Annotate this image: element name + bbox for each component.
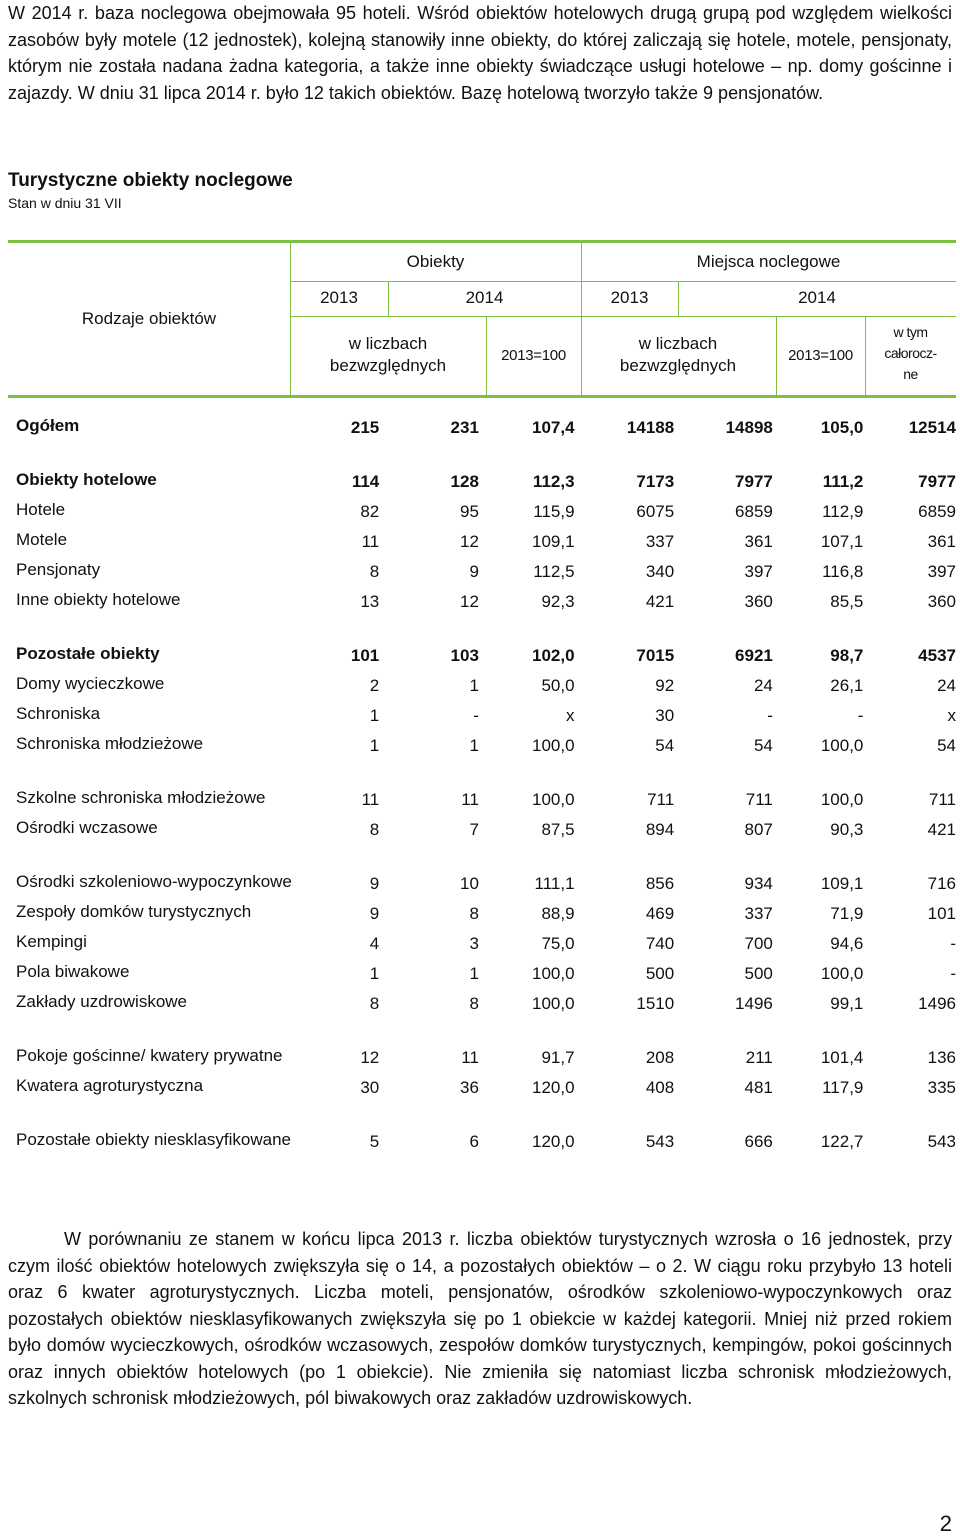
table-cell: 215 [350,418,380,437]
table-cell: 30 [360,1078,380,1097]
table-cell: 2 [369,676,380,695]
row-label: Motele [16,530,68,549]
table-cell: 12 [460,532,479,551]
table-cell: 7 [469,820,479,839]
header-rule [290,316,956,317]
table-cell: 105,0 [820,418,864,437]
table-cell: 101 [350,646,380,665]
header-top-rule [8,240,956,243]
table-row [8,462,956,492]
table-cell: 122,7 [820,1132,864,1151]
table-cell: 101,4 [820,1048,864,1067]
table-cell: 8 [369,994,380,1013]
table-cell: 408 [645,1078,675,1097]
table-cell: 500 [744,964,773,983]
table-cell: 360 [927,592,956,611]
table-cell: 700 [744,934,773,953]
table-row [8,666,956,696]
table-cell: 711 [647,790,675,809]
table-cell: - [950,934,956,953]
table-row [8,492,956,522]
table-cell: 128 [450,472,479,491]
table-cell: 397 [744,562,773,581]
table-cell: 6859 [735,502,773,521]
header-row-label: Rodzaje obiektów [81,309,217,328]
table-cell: 1 [469,736,479,755]
table-cell: 1 [369,964,380,983]
table-cell: 7173 [636,472,675,491]
closing-paragraph: W porównaniu ze stanem w końcu lipca 2013 r. liczba obiektów turystycznych wzrosła o 16 jednostek, przy czym ilość obiektów hotelowych zwiększyła się o 14, a pozostałych obiektów – o 2. W ciągu roku przybyło 13 hoteli oraz 6 kwater agroturystycznych. Liczba moteli, pensjonatów, ośrodków szkoleniowo-wypoczynkowych oraz pozostałych obiektów niesklasyfikowanych zwiększyła się po 1 obiekcie w każdej kategorii. Mniej niż przed rokiem było domów wycieczkowych, ośrodków wczasowych, zespołów domków turystycznych, kempingów, pokoi gościnnych oraz innych obiektów hotelowych (po 1 obiekcie). Nie zmieniła się natomiast liczba schronisk młodzieżowych, szkolnych schronisk młodzieżowych, pól biwakowych oraz zakładów uzdrowiskowych. [8,1229,952,1408]
table-cell: 100,0 [531,790,575,809]
table-cell: 101 [927,904,956,923]
row-label: Obiekty hotelowe [16,470,157,489]
row-spacer [8,612,956,636]
header-index-places: 2013=100 [788,347,853,364]
table-cell: 82 [360,502,380,521]
header-group-objects: Obiekty [406,252,465,271]
table-cell: 103 [450,646,479,665]
table-cell: 24 [753,676,773,695]
table-cell: 54 [753,736,773,755]
table-row [8,726,956,756]
table-row [8,552,956,582]
table-row [8,954,956,984]
table-cell: 500 [645,964,675,983]
row-label: Pensjonaty [16,560,101,579]
row-label: Ośrodki wczasowe [16,818,158,837]
table-cell: 11 [461,1048,479,1067]
table-cell: 8 [469,994,479,1013]
table-row [8,756,956,810]
table-cell: 54 [937,736,956,755]
row-label: Zakłady uzdrowiskowe [16,992,188,1011]
table-cell: x [566,706,575,725]
table-row [8,984,956,1014]
table-cell: 92 [655,676,675,695]
header-year-2013-places: 2013 [610,288,649,307]
table-cell: 469 [645,904,675,923]
table-cell: 711 [928,790,956,809]
table-cell: - [473,706,479,725]
table-cell: 543 [927,1132,956,1151]
table-cell: 6075 [636,502,675,521]
table-cell: 115,9 [533,502,575,521]
row-label: Domy wycieczkowe [16,674,165,693]
table-cell: 50,0 [541,676,575,695]
table-cell: 7977 [918,472,956,491]
table-cell: 111,2 [822,472,864,491]
row-label: Schroniska młodzieżowe [16,734,204,753]
table-cell: x [947,706,956,725]
table-cell: 92,3 [541,592,575,611]
table-cell: 98,7 [830,646,864,665]
table-cell: 11 [461,790,479,809]
table-row [8,1068,956,1098]
table-cell: 107,1 [820,532,864,551]
table-cell: 95 [460,502,479,521]
table-cell: 136 [927,1048,956,1067]
table-cell: 30 [655,706,675,725]
table-cell: 340 [645,562,675,581]
table-row [8,840,956,894]
table-cell: 100,0 [820,790,864,809]
table-cell: 361 [744,532,773,551]
table-cell: 100,0 [820,736,864,755]
header-group-places: Miejsca noclegowe [696,252,841,271]
accommodation-table [8,398,956,1152]
table-cell: 894 [645,820,675,839]
row-label: Kwatera agroturystyczna [16,1076,204,1095]
table-cell: 6 [469,1132,479,1151]
table-subtitle: Stan w dniu 31 VII [8,195,122,211]
table-cell: 71,9 [830,904,864,923]
table-cell: 24 [937,676,956,695]
table-cell: 116,8 [822,562,864,581]
table-cell: 117,9 [822,1078,864,1097]
intro-paragraph: W 2014 r. baza noclegowa obejmowała 95 hoteli. Wśród obiektów hotelowych drugą grupą pod względem wielkości zasobów były motele (12 jednostek), kolejną stanowiły inne obiekty, do której zaliczają się hotele, motele, pensjonaty, którym nie została nadana żadna kategoria, a także inne obiekty świadczące usługi hotelowe – np. domy gościnne i zajazdy. W dniu 31 lipca 2014 r. było 12 takich obiektów. Bazę hotelową tworzyło także 9 pensjonatów. [8,3,952,103]
table-cell: 100,0 [531,964,575,983]
table-cell: 1510 [636,994,675,1013]
table-row [8,398,956,438]
table-cell: 14898 [725,418,773,437]
row-label: Pozostałe obiekty niesklasyfikowane [16,1130,291,1149]
header-year-2014-objects: 2014 [465,288,504,307]
table-cell: 397 [927,562,956,581]
row-spacer [8,438,956,462]
table-cell: 54 [655,736,675,755]
table-cell: 7015 [636,646,675,665]
row-label: Schroniska [16,704,101,723]
header-year-2013-objects: 2013 [320,288,358,307]
table-cell: 335 [927,1078,956,1097]
header-year-2014-places: 2014 [798,288,836,307]
table-cell: 8 [369,562,380,581]
row-label: Pokoje gościnne/ kwatery prywatne [16,1046,283,1065]
table-cell: 231 [450,418,479,437]
table-cell: 337 [645,532,675,551]
table-cell: 6859 [918,502,956,521]
table-cell: 1 [369,736,380,755]
table-cell: 5 [369,1132,380,1151]
table-cell: 14188 [626,418,675,437]
table-row [8,696,956,726]
table-cell: 208 [645,1048,675,1067]
row-label: Ogółem [16,416,80,435]
table-row [8,582,956,612]
table-cell: 856 [645,874,675,893]
table-cell: 120,0 [531,1132,575,1151]
table-cell: 9 [369,904,380,923]
table-cell: 1496 [918,994,956,1013]
table-cell: 1496 [735,994,773,1013]
table-cell: 1 [469,964,479,983]
table-cell: 9 [369,874,380,893]
table-cell: 112,9 [822,502,864,521]
table-cell: 6921 [735,646,773,665]
header-absolute-places: w liczbach bezwzględnych [619,334,737,375]
table-row [8,636,956,666]
table-cell: 12 [460,592,479,611]
table-cell: 90,3 [830,820,864,839]
table-cell: 481 [744,1078,773,1097]
table-row [8,924,956,954]
table-cell: 11 [361,790,380,809]
table-cell: 9 [469,562,479,581]
table-cell: 111,1 [534,874,575,893]
table-cell: 361 [927,532,956,551]
table-cell: 8 [369,820,380,839]
table-cell: 100,0 [531,736,575,755]
table-cell: 112,3 [532,472,575,491]
table-cell: 1 [469,676,479,695]
table-cell: 740 [645,934,675,953]
table-cell: 112,5 [533,562,575,581]
row-label: Kempingi [16,932,87,951]
table-cell: 716 [927,874,956,893]
table-cell: 120,0 [531,1078,575,1097]
table-cell: 12 [360,1048,380,1067]
page-number: 2 [939,1511,952,1536]
header-rule [290,281,956,282]
table-cell: 91,7 [541,1048,575,1067]
table-title: Turystyczne obiekty noclegowe [8,170,293,191]
table-cell: 3 [469,934,479,953]
header-year-round: w tym całorocz- ne [884,324,937,382]
row-label: Szkolne schroniska młodzieżowe [16,788,266,807]
table-row [8,894,956,924]
table-cell: 807 [744,820,773,839]
row-label: Ośrodki szkoleniowo-wypoczynkowe [16,872,292,891]
table-cell: 109,1 [531,532,575,551]
table-cell: 100,0 [820,964,864,983]
table-cell: 13 [360,592,380,611]
table-cell: 75,0 [541,934,575,953]
row-label: Pozostałe obiekty [16,644,160,663]
table-cell: - [950,964,956,983]
row-label: Zespoły domków turystycznych [16,902,252,921]
table-cell: 4 [369,934,380,953]
table-cell: 26,1 [830,676,864,695]
table-cell: 94,6 [830,934,864,953]
table-cell: 711 [745,790,773,809]
table-cell: 543 [645,1132,675,1151]
row-label: Hotele [16,500,66,519]
table-row [8,810,956,840]
table-cell: 36 [460,1078,479,1097]
table-cell: 7977 [735,472,773,491]
table-cell: 934 [744,874,773,893]
header-index-objects: 2013=100 [501,347,566,364]
table-cell: 109,1 [820,874,864,893]
table-cell: 421 [645,592,675,611]
table-row [8,522,956,552]
table-cell: 87,5 [541,820,575,839]
table-cell: 11 [361,532,380,551]
row-label: Inne obiekty hotelowe [16,590,181,609]
table-row [8,1098,956,1152]
table-cell: 666 [744,1132,773,1151]
table-row [8,1014,956,1068]
table-cell: 421 [927,820,956,839]
table-cell: 337 [744,904,773,923]
table-cell: 1 [369,706,380,725]
table-cell: 99,1 [830,994,864,1013]
table-cell: - [857,706,864,725]
table-cell: - [767,706,773,725]
header-absolute-objects: w liczbach bezwzględnych [329,334,447,375]
row-label: Pola biwakowe [16,962,130,981]
table-cell: 100,0 [531,994,575,1013]
table-cell: 102,0 [531,646,575,665]
table-cell: 85,5 [830,592,864,611]
table-cell: 4537 [918,646,956,665]
table-cell: 8 [469,904,479,923]
table-cell: 88,9 [541,904,575,923]
table-cell: 360 [744,592,773,611]
table-cell: 10 [460,874,479,893]
table-cell: 211 [745,1048,773,1067]
table-cell: 114 [351,472,380,491]
table-cell: 107,4 [531,418,575,437]
table-cell: 12514 [908,418,956,437]
